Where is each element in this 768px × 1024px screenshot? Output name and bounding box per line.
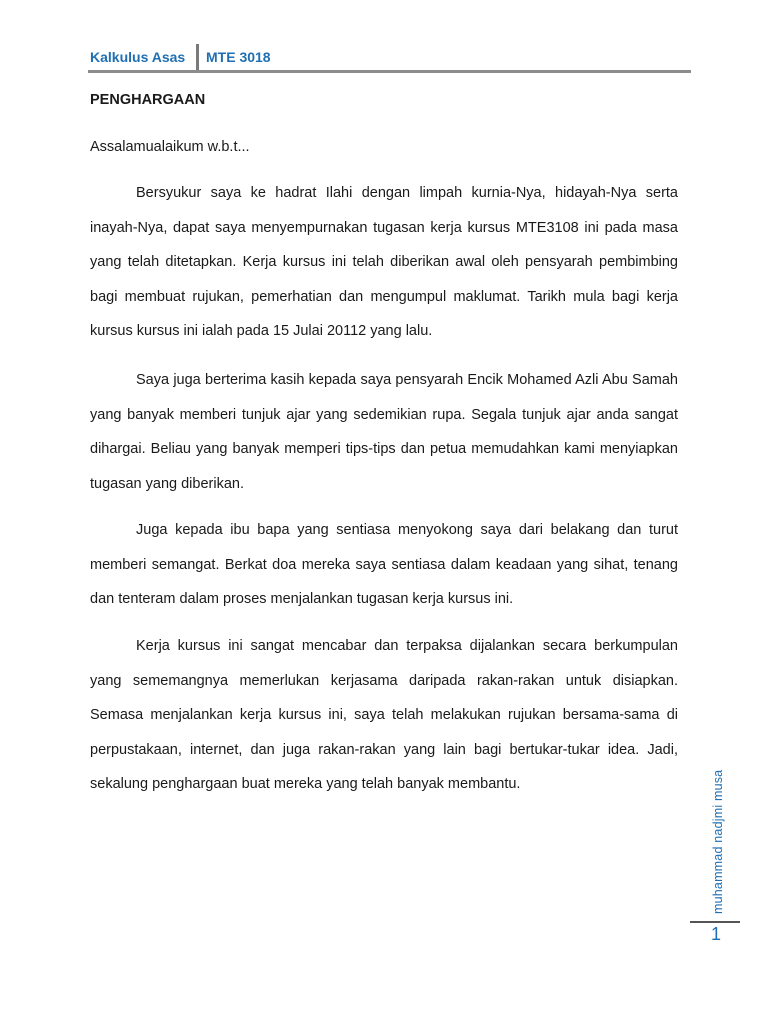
- paragraph-3: Juga kepada ibu bapa yang sentiasa menyokong saya dari belakang dan turut memberi semangat. Berkat doa mereka saya sentiasa dalam keadaan yang sihat, tenang dan tenteram dalam proses menjalankan tugasan kerja kursus ini.: [90, 522, 678, 607]
- paragraph-4: Kerja kursus ini sangat mencabar dan terpaksa dijalankan secara berkumpulan yang sememangnya memerlukan kerjasama daripada rakan-rakan untuk disiapkan. Semasa menjalankan kerja kursus ini, saya telah melakukan rujukan bersama-sama di perpustakaan, internet, dan juga rakan-rakan yang lain bagi bertukar-tukar idea. Jadi, sekalung penghargaan buat mereka yang telah banyak membantu.: [90, 638, 678, 792]
- paragraph-2: Saya juga berterima kasih kepada saya pensyarah Encik Mohamed Azli Abu Samah yang banyak memberi tunjuk ajar yang sedemikian rupa. Segala tunjuk ajar anda sangat dihargai. Beliau yang banyak memperi tips-tips dan petua memudahkan kami menyiapkan tugasan yang diberikan.: [90, 372, 678, 492]
- page-number-rule: [690, 921, 740, 923]
- header-rule: [88, 70, 691, 73]
- greeting-text: Assalamualaikum w.b.t...: [90, 139, 250, 155]
- paragraph-1: Bersyukur saya ke hadrat Ilahi dengan limpah kurnia-Nya, hidayah-Nya serta inayah-Nya, dapat saya menyempurnakan tugasan kerja kursus MTE3108 ini pada masa yang telah ditetapkan. Kerja kursus ini telah diberikan awal oleh pensyarah pembimbing bagi membuat rujukan, pemerhatian dan mengumpul maklumat. Tarikh mula bagi kerja kursus kursus ini ialah pada 15 Julai 20112 yang lalu.: [90, 185, 678, 339]
- course-code: MTE 3018: [206, 49, 271, 65]
- page-number: 1: [711, 924, 722, 944]
- page-header: [90, 44, 690, 72]
- course-name: Kalkulus Asas: [90, 49, 186, 65]
- document-body: [90, 90, 678, 792]
- header-divider: [196, 44, 199, 72]
- author-side-label: muhammad nadjmi musa: [711, 769, 725, 914]
- document-title: PENGHARGAAN: [90, 92, 206, 108]
